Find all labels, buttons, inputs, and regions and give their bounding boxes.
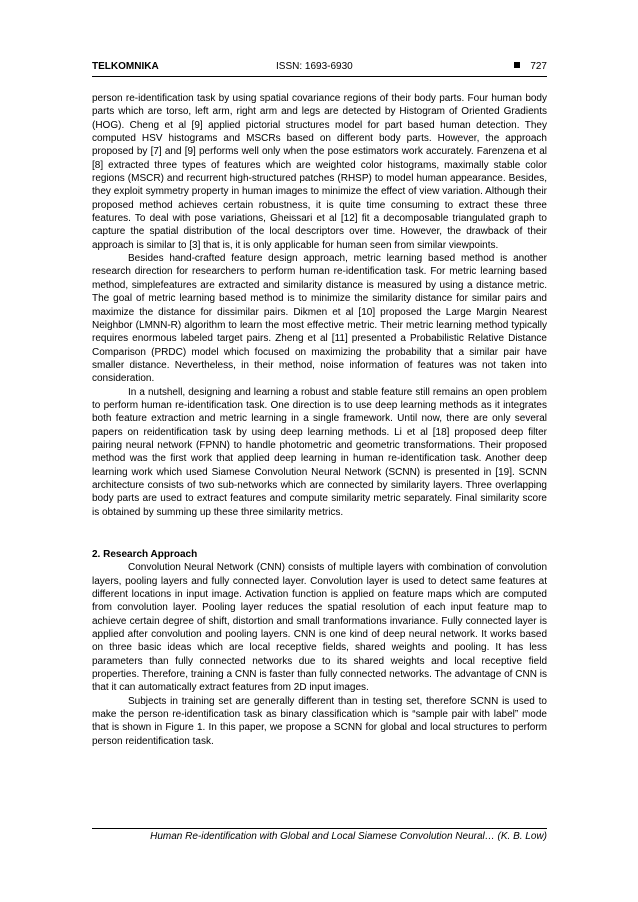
- header-divider: [92, 76, 547, 77]
- page-footer: Human Re-identification with Global and Local Siamese Convolution Neural… (K. B. Low): [150, 831, 547, 842]
- page-number-text: 727: [530, 61, 547, 72]
- paragraph-1: person re-identification task by using spatial covariance regions of their body parts. Four human body parts which are torso, left arm, right arm and legs are detected by Histogram of Oriented Gradients (HOG). Cheng et al [9] applied pictorial structures model for part based human detection. They computed HSV histograms and MSCRs based on different body parts. However, the approach proposed by [7] and [9] performs well only when the pose estimators work accurately. Farenzena et al [8] extracted three types of features which are weighted color histograms, maximally stable color regions (MSCR) and recurrent high-structured patches (RHSP) to model human appearance. Besides, they exploit symmetry property in human images to minimize the effect of view variation. Although their proposed method achieves certain robustness, it is quite time consuming to extract these three features. To deal with pose variations, Gheissari et al [12] fit a decomposable triangulated graph to capture the spatial distribution of the local descriptors over time. However, the drawback of their approach is similar to [3] that is, it is only applicable for human seen from similar viewpoints.: [92, 93, 547, 251]
- page-body: [92, 92, 547, 748]
- issn-label: ISSN: 1693-6930: [276, 61, 353, 72]
- paragraph-2: Besides hand-crafted feature design approach, metric learning based method is another research direction for researchers to perform human re-identification task. For metric learning based method, simplefeatures are extracted and similarity distance is measured by using a distance metric. The goal of metric learning based method is to minimize the similarity distance for similar pairs and maximize the distance for dissimilar pairs. Dikmen et al [10] proposed the Large Margin Nearest Neighbor (LMNN-R) algorithm to learn the most effective metric. Their metric learning method typically requires enormous labeled target pairs. Zheng et al [11] presented a Probabilistic Relative Distance Comparison (PRDC) model which focused on maximizing the probability that a similar pair have smaller distance. Nevertheless, in their method, noise information of features was not taken into consideration.: [92, 253, 547, 385]
- paragraph-3: In a nutshell, designing and learning a robust and stable feature still remains an open problem to perform human re-identification task. One direction is to use deep learning methods as it integrates both feature extraction and metric learning in a single framework. Until now, there are only several papers on reidentification task by using deep learning methods. Li et al [18] proposed deep filter pairing neural network (FPNN) to handle photometric and geometric transformations. Their proposed method was the first work that applied deep learning in human re-identification task. Another deep learning work which used Siamese Convolution Neural Network (SCNN) is presented in [19]. SCNN architecture consists of two sub-networks which are connected by similarity layers. Three overlapping body parts are used to extract features and compute similarity metric separately. Final similarity score is obtained by summing up these three similarity metrics.: [92, 386, 547, 518]
- page-header: [92, 60, 547, 74]
- paragraph-4: Convolution Neural Network (CNN) consists of multiple layers with combination of convolution layers, pooling layers and fully connected layer. Convolution layer is used to detect same features at different locations in input image. Activation function is applied on feature maps which are computed from convolution layer. Pooling layer reduces the spatial resolution of each input feature map to achieve certain degree of shift, distortion and small tranformations invariance. Fully connected layer is applied after convolution and pooling layers. CNN is one kind of deep neural network. It works based on three basic ideas which are local receptive fields, shared weights and pooling. It has less parameters than fully connected networks due to its shared weights and local receptive field properties. Therefore, training a CNN is faster than fully connected networks. The advantage of CNN is that it can automatically extract features from 2D input images.: [92, 562, 547, 694]
- paragraph-5: Subjects in training set are generally different than in testing set, therefore SCNN is used to make the person re-identification task as binary classification which is “sample pair with label” mode that is shown in Figure 1. In this paper, we propose a SCNN for global and local structures to perform person reidentification task.: [92, 695, 547, 747]
- square-bullet-icon: [514, 62, 520, 68]
- journal-name: TELKOMNIKA: [92, 61, 159, 72]
- section-heading: 2. Research Approach: [92, 549, 198, 560]
- footer-divider: [92, 828, 547, 829]
- page-number: [514, 60, 547, 74]
